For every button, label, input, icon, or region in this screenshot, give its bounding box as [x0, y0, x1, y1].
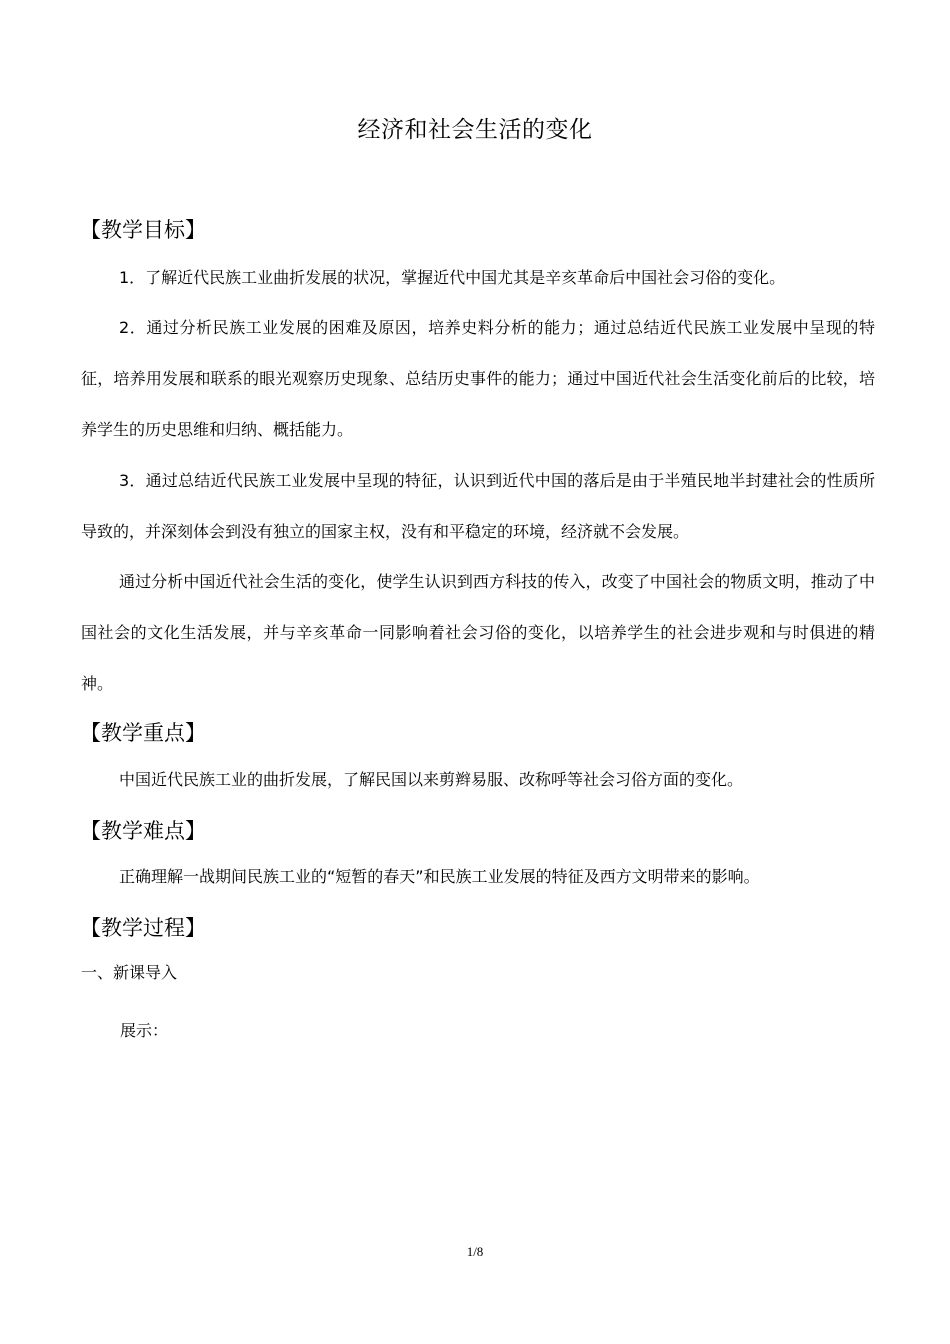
section-heading-difficulties: 【教学难点】: [80, 819, 206, 843]
document-title: 经济和社会生活的变化: [357, 117, 593, 143]
display-label: 展示：: [120, 1021, 169, 1040]
goal-item-4: 通过分析中国近代社会生活的变化，使学生认识到西方科技的传入，改变了中国社会的物质文明，推动了中国社会的文化生活发展，并与辛亥革命一同影响着社会习俗的变化，以培养学生的社会进步观和与时俱进的精神。: [81, 572, 875, 693]
process-subheading: 一、新课导入: [81, 963, 178, 982]
section-heading-process: 【教学过程】: [80, 916, 206, 940]
section-heading-goals: 【教学目标】: [80, 218, 206, 242]
goal-item-2: 2．通过分析民族工业发展的困难及原因，培养史料分析的能力；通过总结近代民族工业发展中呈现的特征，培养用发展和联系的眼光观察历史现象、总结历史事件的能力；通过中国近代社会生活变化前后的比较，培养学生的历史思维和归纳、概括能力。: [81, 318, 875, 439]
goal-item-3: 3．通过总结近代民族工业发展中呈现的特征，认识到近代中国的落后是由于半殖民地半封建社会的性质所导致的，并深刻体会到没有独立的国家主权，没有和平稳定的环境，经济就不会发展。: [81, 471, 875, 541]
section-heading-key-points: 【教学重点】: [80, 721, 206, 745]
page-number: 1/8: [466, 1244, 484, 1259]
goal-item-1: 1．了解近代民族工业曲折发展的状况，掌握近代中国尤其是辛亥革命后中国社会习俗的变化。: [119, 268, 786, 287]
key-points-text: 中国近代民族工业的曲折发展，了解民国以来剪辫易服、改称呼等社会习俗方面的变化。: [119, 770, 744, 789]
difficulties-text: 正确理解一战期间民族工业的“短暂的春天”和民族工业发展的特征及西方文明带来的影响。: [119, 867, 760, 886]
